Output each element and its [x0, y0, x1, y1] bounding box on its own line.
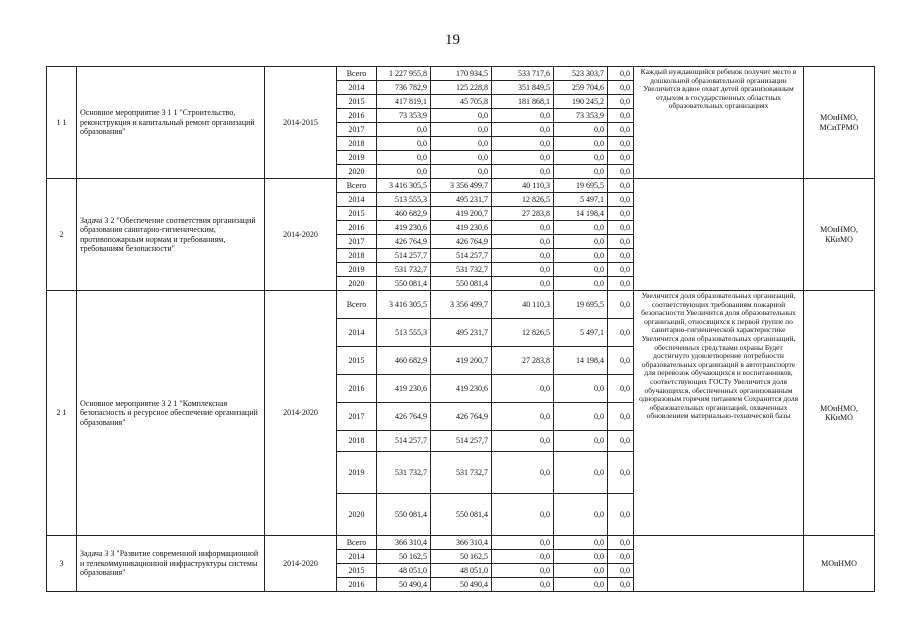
local-budget-cell: 0,0 [554, 375, 608, 403]
year-cell: 2016 [337, 221, 377, 235]
table-row [47, 67, 875, 81]
regional-budget-cell: 426 764,9 [431, 235, 492, 249]
local-budget-cell: 0,0 [554, 263, 608, 277]
total-cell: 50 162,5 [377, 550, 431, 564]
local-budget-cell: 0,0 [554, 403, 608, 431]
year-cell: Всего [337, 67, 377, 81]
item-index: 1 1 [47, 67, 77, 179]
regional-budget-cell: 419 200,7 [431, 207, 492, 221]
other-sources-cell: 0,0 [608, 578, 634, 592]
year-cell: 2018 [337, 249, 377, 263]
other-sources-cell: 0,0 [608, 221, 634, 235]
regional-budget-cell: 550 081,4 [431, 494, 492, 536]
total-cell: 73 353,9 [377, 109, 431, 123]
total-cell: 531 732,7 [377, 452, 431, 494]
other-sources-cell: 0,0 [608, 151, 634, 165]
local-budget-cell: 5 497,1 [554, 193, 608, 207]
regional-budget-cell: 0,0 [431, 137, 492, 151]
federal-budget-cell: 12 826,5 [492, 193, 554, 207]
other-sources-cell: 0,0 [608, 109, 634, 123]
federal-budget-cell: 0,0 [492, 431, 554, 452]
total-cell: 0,0 [377, 151, 431, 165]
item-index: 2 [47, 179, 77, 291]
federal-budget-cell: 0,0 [492, 249, 554, 263]
year-cell: 2014 [337, 81, 377, 95]
item-name: Задача 3 2 "Обеспечение соответствия организаций образования санитарно-гигиеническим, противопожарным нормам и требованиям, требованиям безопасности" [77, 179, 265, 291]
year-cell: 2017 [337, 123, 377, 137]
federal-budget-cell: 0,0 [492, 221, 554, 235]
regional-budget-cell: 0,0 [431, 165, 492, 179]
federal-budget-cell: 0,0 [492, 494, 554, 536]
local-budget-cell: 0,0 [554, 151, 608, 165]
local-budget-cell: 0,0 [554, 249, 608, 263]
total-cell: 417 819,1 [377, 95, 431, 109]
federal-budget-cell: 27 283,8 [492, 207, 554, 221]
table-row [47, 179, 875, 193]
year-cell: 2015 [337, 347, 377, 375]
total-cell: 460 682,9 [377, 207, 431, 221]
local-budget-cell: 5 497,1 [554, 319, 608, 347]
federal-budget-cell: 0,0 [492, 165, 554, 179]
other-sources-cell: 0,0 [608, 249, 634, 263]
federal-budget-cell: 0,0 [492, 403, 554, 431]
federal-budget-cell: 0,0 [492, 235, 554, 249]
total-cell: 366 310,4 [377, 536, 431, 550]
federal-budget-cell: 351 849,5 [492, 81, 554, 95]
year-cell: 2019 [337, 263, 377, 277]
federal-budget-cell: 40 110,3 [492, 291, 554, 319]
year-cell: 2015 [337, 564, 377, 578]
other-sources-cell: 0,0 [608, 207, 634, 221]
federal-budget-cell: 0,0 [492, 277, 554, 291]
total-cell: 513 555,3 [377, 193, 431, 207]
local-budget-cell: 259 704,6 [554, 81, 608, 95]
year-cell: 2015 [337, 95, 377, 109]
federal-budget-cell: 0,0 [492, 151, 554, 165]
local-budget-cell: 523 303,7 [554, 67, 608, 81]
other-sources-cell: 0,0 [608, 347, 634, 375]
year-cell: 2015 [337, 207, 377, 221]
regional-budget-cell: 45 705,8 [431, 95, 492, 109]
federal-budget-cell: 0,0 [492, 263, 554, 277]
other-sources-cell: 0,0 [608, 193, 634, 207]
table-row [47, 536, 875, 550]
other-sources-cell: 0,0 [608, 95, 634, 109]
regional-budget-cell: 3 356 499,7 [431, 291, 492, 319]
total-cell: 426 764,9 [377, 403, 431, 431]
regional-budget-cell: 50 490,4 [431, 578, 492, 592]
federal-budget-cell: 27 283,8 [492, 347, 554, 375]
expected-result [634, 536, 804, 592]
total-cell: 1 227 955,8 [377, 67, 431, 81]
regional-budget-cell: 419 230,6 [431, 221, 492, 235]
responsible-organization: МОиНМО, МСиТРМО [804, 67, 875, 179]
federal-budget-cell: 40 110,3 [492, 179, 554, 193]
local-budget-cell: 0,0 [554, 221, 608, 235]
federal-budget-cell: 533 717,6 [492, 67, 554, 81]
regional-budget-cell: 0,0 [431, 151, 492, 165]
federal-budget-cell: 12 826,5 [492, 319, 554, 347]
total-cell: 736 782,9 [377, 81, 431, 95]
program-table [46, 66, 875, 592]
year-cell: 2014 [337, 193, 377, 207]
regional-budget-cell: 366 310,4 [431, 536, 492, 550]
regional-budget-cell: 419 200,7 [431, 347, 492, 375]
local-budget-cell: 0,0 [554, 494, 608, 536]
other-sources-cell: 0,0 [608, 123, 634, 137]
other-sources-cell: 0,0 [608, 536, 634, 550]
total-cell: 0,0 [377, 137, 431, 151]
total-cell: 3 416 305,5 [377, 291, 431, 319]
total-cell: 3 416 305,5 [377, 179, 431, 193]
total-cell: 419 230,6 [377, 221, 431, 235]
total-cell: 550 081,4 [377, 277, 431, 291]
local-budget-cell: 14 198,4 [554, 207, 608, 221]
local-budget-cell: 0,0 [554, 536, 608, 550]
federal-budget-cell: 0,0 [492, 578, 554, 592]
table-row [47, 291, 875, 319]
other-sources-cell: 0,0 [608, 263, 634, 277]
other-sources-cell: 0,0 [608, 179, 634, 193]
item-name: Задача 3 3 "Развитие современной информационной и телекоммуникационной инфраструктуры системы образования" [77, 536, 265, 592]
regional-budget-cell: 125 228,8 [431, 81, 492, 95]
responsible-organization: МОиНМО, ККиМО [804, 179, 875, 291]
total-cell: 0,0 [377, 165, 431, 179]
year-cell: 2016 [337, 375, 377, 403]
item-period: 2014-2020 [265, 179, 337, 291]
other-sources-cell: 0,0 [608, 165, 634, 179]
local-budget-cell: 0,0 [554, 578, 608, 592]
year-cell: 2018 [337, 137, 377, 151]
regional-budget-cell: 50 162,5 [431, 550, 492, 564]
federal-budget-cell: 181 868,1 [492, 95, 554, 109]
federal-budget-cell: 0,0 [492, 452, 554, 494]
other-sources-cell: 0,0 [608, 403, 634, 431]
total-cell: 514 257,7 [377, 431, 431, 452]
local-budget-cell: 0,0 [554, 277, 608, 291]
item-period: 2014-2020 [265, 536, 337, 592]
regional-budget-cell: 0,0 [431, 123, 492, 137]
year-cell: 2020 [337, 165, 377, 179]
item-index: 2 1 [47, 291, 77, 536]
federal-budget-cell: 0,0 [492, 137, 554, 151]
local-budget-cell: 19 695,5 [554, 291, 608, 319]
local-budget-cell: 190 245,2 [554, 95, 608, 109]
regional-budget-cell: 170 934,5 [431, 67, 492, 81]
regional-budget-cell: 419 230,6 [431, 375, 492, 403]
total-cell: 50 490,4 [377, 578, 431, 592]
regional-budget-cell: 550 081,4 [431, 277, 492, 291]
other-sources-cell: 0,0 [608, 291, 634, 319]
federal-budget-cell: 0,0 [492, 109, 554, 123]
local-budget-cell: 0,0 [554, 235, 608, 249]
total-cell: 513 555,3 [377, 319, 431, 347]
year-cell: 2016 [337, 109, 377, 123]
local-budget-cell: 0,0 [554, 452, 608, 494]
item-period: 2014-2015 [265, 67, 337, 179]
item-period: 2014-2020 [265, 291, 337, 536]
total-cell: 419 230,6 [377, 375, 431, 403]
other-sources-cell: 0,0 [608, 235, 634, 249]
year-cell: Всего [337, 536, 377, 550]
other-sources-cell: 0,0 [608, 550, 634, 564]
regional-budget-cell: 495 231,7 [431, 319, 492, 347]
regional-budget-cell: 495 231,7 [431, 193, 492, 207]
total-cell: 550 081,4 [377, 494, 431, 536]
regional-budget-cell: 531 732,7 [431, 263, 492, 277]
page-number: 19 [445, 32, 460, 48]
year-cell: 2016 [337, 578, 377, 592]
federal-budget-cell: 0,0 [492, 564, 554, 578]
year-cell: 2014 [337, 319, 377, 347]
regional-budget-cell: 514 257,7 [431, 249, 492, 263]
total-cell: 460 682,9 [377, 347, 431, 375]
item-index: 3 [47, 536, 77, 592]
other-sources-cell: 0,0 [608, 375, 634, 403]
other-sources-cell: 0,0 [608, 452, 634, 494]
local-budget-cell: 0,0 [554, 431, 608, 452]
other-sources-cell: 0,0 [608, 81, 634, 95]
year-cell: 2019 [337, 452, 377, 494]
total-cell: 0,0 [377, 123, 431, 137]
year-cell: Всего [337, 291, 377, 319]
item-name: Основное мероприятие 3 1 1 "Строительство, реконструкция и капитальный ремонт организаций образования" [77, 67, 265, 179]
year-cell: Всего [337, 179, 377, 193]
total-cell: 48 051,0 [377, 564, 431, 578]
regional-budget-cell: 48 051,0 [431, 564, 492, 578]
expected-result [634, 179, 804, 291]
local-budget-cell: 73 353,9 [554, 109, 608, 123]
regional-budget-cell: 426 764,9 [431, 403, 492, 431]
other-sources-cell: 0,0 [608, 137, 634, 151]
regional-budget-cell: 514 257,7 [431, 431, 492, 452]
total-cell: 514 257,7 [377, 249, 431, 263]
year-cell: 2019 [337, 151, 377, 165]
other-sources-cell: 0,0 [608, 277, 634, 291]
total-cell: 426 764,9 [377, 235, 431, 249]
local-budget-cell: 14 198,4 [554, 347, 608, 375]
regional-budget-cell: 531 732,7 [431, 452, 492, 494]
total-cell: 531 732,7 [377, 263, 431, 277]
federal-budget-cell: 0,0 [492, 550, 554, 564]
year-cell: 2020 [337, 277, 377, 291]
year-cell: 2018 [337, 431, 377, 452]
year-cell: 2020 [337, 494, 377, 536]
local-budget-cell: 19 695,5 [554, 179, 608, 193]
responsible-organization: МОиНМО, ККиМО [804, 291, 875, 536]
federal-budget-cell: 0,0 [492, 375, 554, 403]
local-budget-cell: 0,0 [554, 564, 608, 578]
other-sources-cell: 0,0 [608, 319, 634, 347]
expected-result: Каждый нуждающийся ребенок получит место в дошкольной образовательной организации Увеличится вдвое охват детей организованным отдыхом в государственных областных образовательных организациях [634, 67, 804, 179]
federal-budget-cell: 0,0 [492, 536, 554, 550]
regional-budget-cell: 3 356 499,7 [431, 179, 492, 193]
local-budget-cell: 0,0 [554, 550, 608, 564]
federal-budget-cell: 0,0 [492, 123, 554, 137]
item-name: Основное мероприятие 3 2 1 "Комплексная безопасность и ресурсное обеспечение организаций образования" [77, 291, 265, 536]
year-cell: 2017 [337, 403, 377, 431]
year-cell: 2014 [337, 550, 377, 564]
local-budget-cell: 0,0 [554, 123, 608, 137]
local-budget-cell: 0,0 [554, 165, 608, 179]
responsible-organization: МОиНМО [804, 536, 875, 592]
other-sources-cell: 0,0 [608, 431, 634, 452]
local-budget-cell: 0,0 [554, 137, 608, 151]
expected-result: Увеличится доля образовательных организаций, соответствующих требованиям пожарной безопасности Увеличится доля образовательных организаций, относящихся к первой группе по санитарно-гигиенической характеристике Увеличится доля образовательных организаций, обеспеченных средствами охраны Будет достигнуто удовлетворение потребности образовательных организаций в автотранспорте для перевозок обучающихся и воспитанников, соответствующих ГОСТу Увеличится доля обучающихся, обеспеченных организованным одноразовым горячим питанием Сохранится доля образовательных организаций, охваченных обновлением материально-технической базы [634, 291, 804, 536]
other-sources-cell: 0,0 [608, 494, 634, 536]
regional-budget-cell: 0,0 [431, 109, 492, 123]
year-cell: 2017 [337, 235, 377, 249]
other-sources-cell: 0,0 [608, 67, 634, 81]
other-sources-cell: 0,0 [608, 564, 634, 578]
